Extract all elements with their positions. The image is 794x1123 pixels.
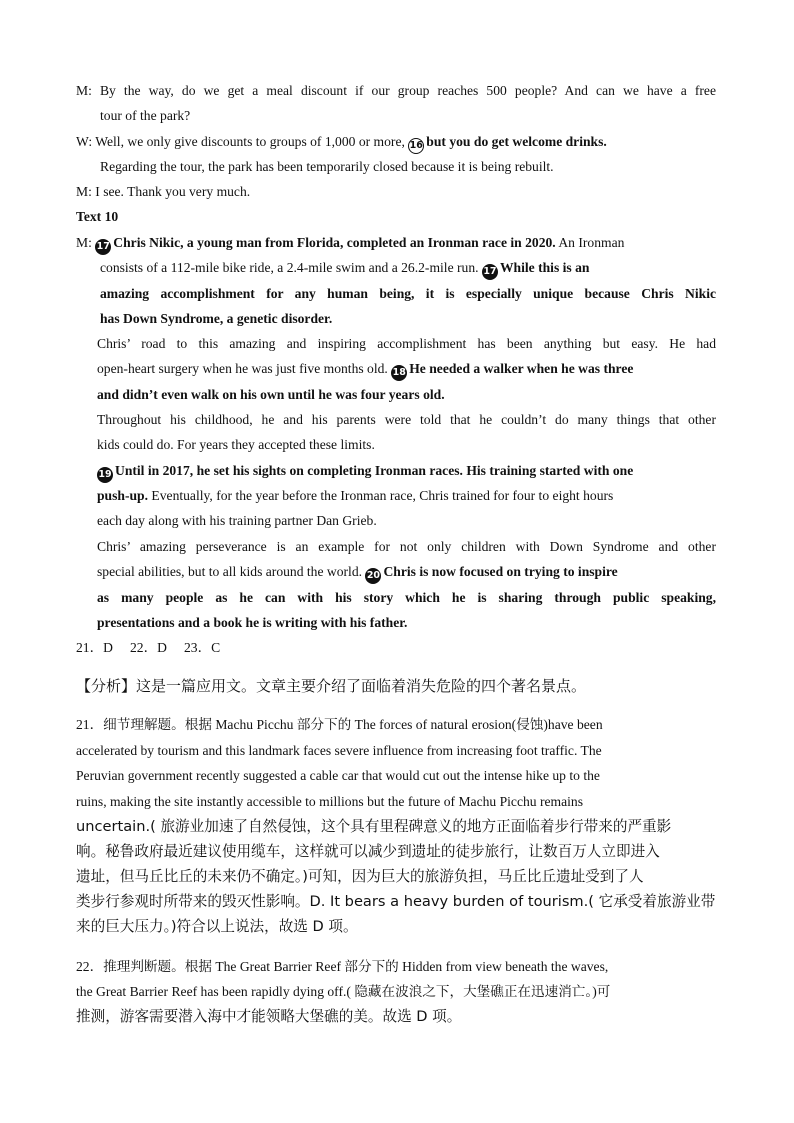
number-17-icon: 17 — [482, 264, 498, 280]
explanation-line: ruins, making the site instantly accessible to millions but the future of Machu Picchu remains — [76, 794, 584, 809]
dialogue-text: W: Well, we only give discounts to groups of 1,000 or more, — [76, 134, 405, 149]
paragraph-line — [97, 462, 633, 483]
answer-key: 21．D 22．D 23．C — [76, 640, 221, 655]
key-sentence: but you do get welcome drinks. — [426, 134, 607, 149]
number-19-icon: 19 — [97, 467, 113, 483]
dialogue-line: M: I see. Thank you very much. — [76, 184, 251, 199]
key-sentence: Until in 2017, he set his sights on completing Ironman races. His training started with one — [115, 463, 634, 478]
explanation-line: 响。秘鲁政府最近建议使用缆车，这样就可以减少到遗址的徒步旅行，让数百万人立即进入 — [76, 843, 660, 860]
analysis-heading: 【分析】这是一篇应用文。文章主要介绍了面临着消失危险的四个著名景点。 — [76, 677, 587, 695]
key-sentence: has Down Syndrome, a genetic disorder. — [100, 311, 333, 326]
explanation-line: 来的巨大压力。)符合以上说法，故选 D 项。 — [76, 918, 358, 935]
explanation-line: 遗址，但马丘比丘的未来仍不确定。)可知，因为巨大的旅游负担，马丘比丘遗址受到了人 — [76, 868, 644, 885]
dialogue-line — [100, 259, 589, 280]
key-sentence: While this is an — [499, 260, 590, 275]
dialogue-line: M: By the way, do we get a meal discount if our group reaches 500 people? And can we have a free — [76, 83, 716, 98]
number-20-icon: 20 — [365, 568, 381, 584]
paragraph-line: kids could do. For years they accepted these limits. — [97, 437, 375, 452]
paragraph-line — [97, 360, 633, 381]
key-sentence: Chris is now focused on trying to inspire — [383, 564, 618, 579]
dialogue-line: tour of the park? — [100, 108, 191, 123]
paragraph-text: Eventually, for the year before the Ironman race, Chris trained for four to eight hours — [148, 488, 614, 503]
dialogue-line: Regarding the tour, the park has been temporarily closed because it is being rebuilt. — [100, 159, 554, 174]
explanation-line: Peruvian government recently suggested a cable car that would cut out the intense hike up to the — [76, 768, 600, 783]
explanation-line: 22．推理判断题。根据 The Great Barrier Reef 部分下的 Hidden from view beneath the waves, — [76, 959, 609, 974]
paragraph-line — [97, 487, 613, 505]
number-17-icon: 17 — [95, 239, 111, 255]
paragraph-line: Chris’ amazing perseverance is an example for not only children with Down Syndrome and other — [97, 539, 716, 554]
paragraph-text: open-heart surgery when he was just five months old. — [97, 361, 388, 376]
number-18-icon: 18 — [391, 365, 407, 381]
key-sentence: as many people as he can with his story which he is sharing through public speaking, — [97, 590, 716, 605]
explanation-line: accelerated by tourism and this landmark faces severe influence from increasing foot traffic. The — [76, 743, 602, 758]
paragraph-line: Chris’ road to this amazing and inspiring accomplishment has been anything but easy. He had — [97, 336, 716, 351]
dialogue-line — [76, 234, 624, 255]
key-sentence: push-up. — [97, 488, 149, 503]
key-sentence: He needed a walker when he was three — [409, 361, 634, 376]
key-sentence: amazing accomplishment for any human being, it is especially unique because Chris Nikic — [100, 286, 716, 301]
paragraph-line: each day along with his training partner Dan Grieb. — [97, 513, 377, 528]
paragraph-line — [97, 563, 618, 584]
paragraph-text: special abilities, but to all kids around the world. — [97, 564, 363, 579]
key-sentence: Chris Nikic, a young man from Florida, completed an Ironman race in 2020. — [113, 235, 556, 250]
key-sentence: presentations and a book he is writing with his father. — [97, 615, 408, 630]
dialogue-line — [76, 133, 607, 154]
paragraph-line: Throughout his childhood, he and his parents were told that he couldn’t do many things that other — [97, 412, 716, 427]
explanation-line: 类步行参观时所带来的毁灭性影响。D. It bears a heavy burden of tourism.( 它承受着旅游业带 — [76, 893, 716, 910]
dialogue-text: consists of a 112-mile bike ride, a 2.4-mile swim and a 26.2-mile run. — [100, 260, 479, 275]
explanation-line: 推测，游客需要潜入海中才能领略大堡礁的美。故选 D 项。 — [76, 1008, 462, 1025]
section-heading: Text 10 — [76, 209, 119, 224]
dialogue-text: An Ironman — [555, 235, 625, 250]
key-sentence: and didn’t even walk on his own until he was four years old. — [97, 387, 445, 402]
number-16-icon: 16 — [408, 138, 424, 154]
speaker-label: M: — [76, 235, 92, 250]
explanation-line: 21．细节理解题。根据 Machu Picchu 部分下的 The forces of natural erosion(侵蚀)have been — [76, 717, 603, 732]
explanation-line: the Great Barrier Reef has been rapidly dying off.( 隐藏在波浪之下，大堡礁正在迅速消亡。)可 — [76, 984, 611, 999]
explanation-line: uncertain.( 旅游业加速了自然侵蚀，这个具有里程碑意义的地方正面临着步行带来的严重影 — [76, 818, 672, 835]
